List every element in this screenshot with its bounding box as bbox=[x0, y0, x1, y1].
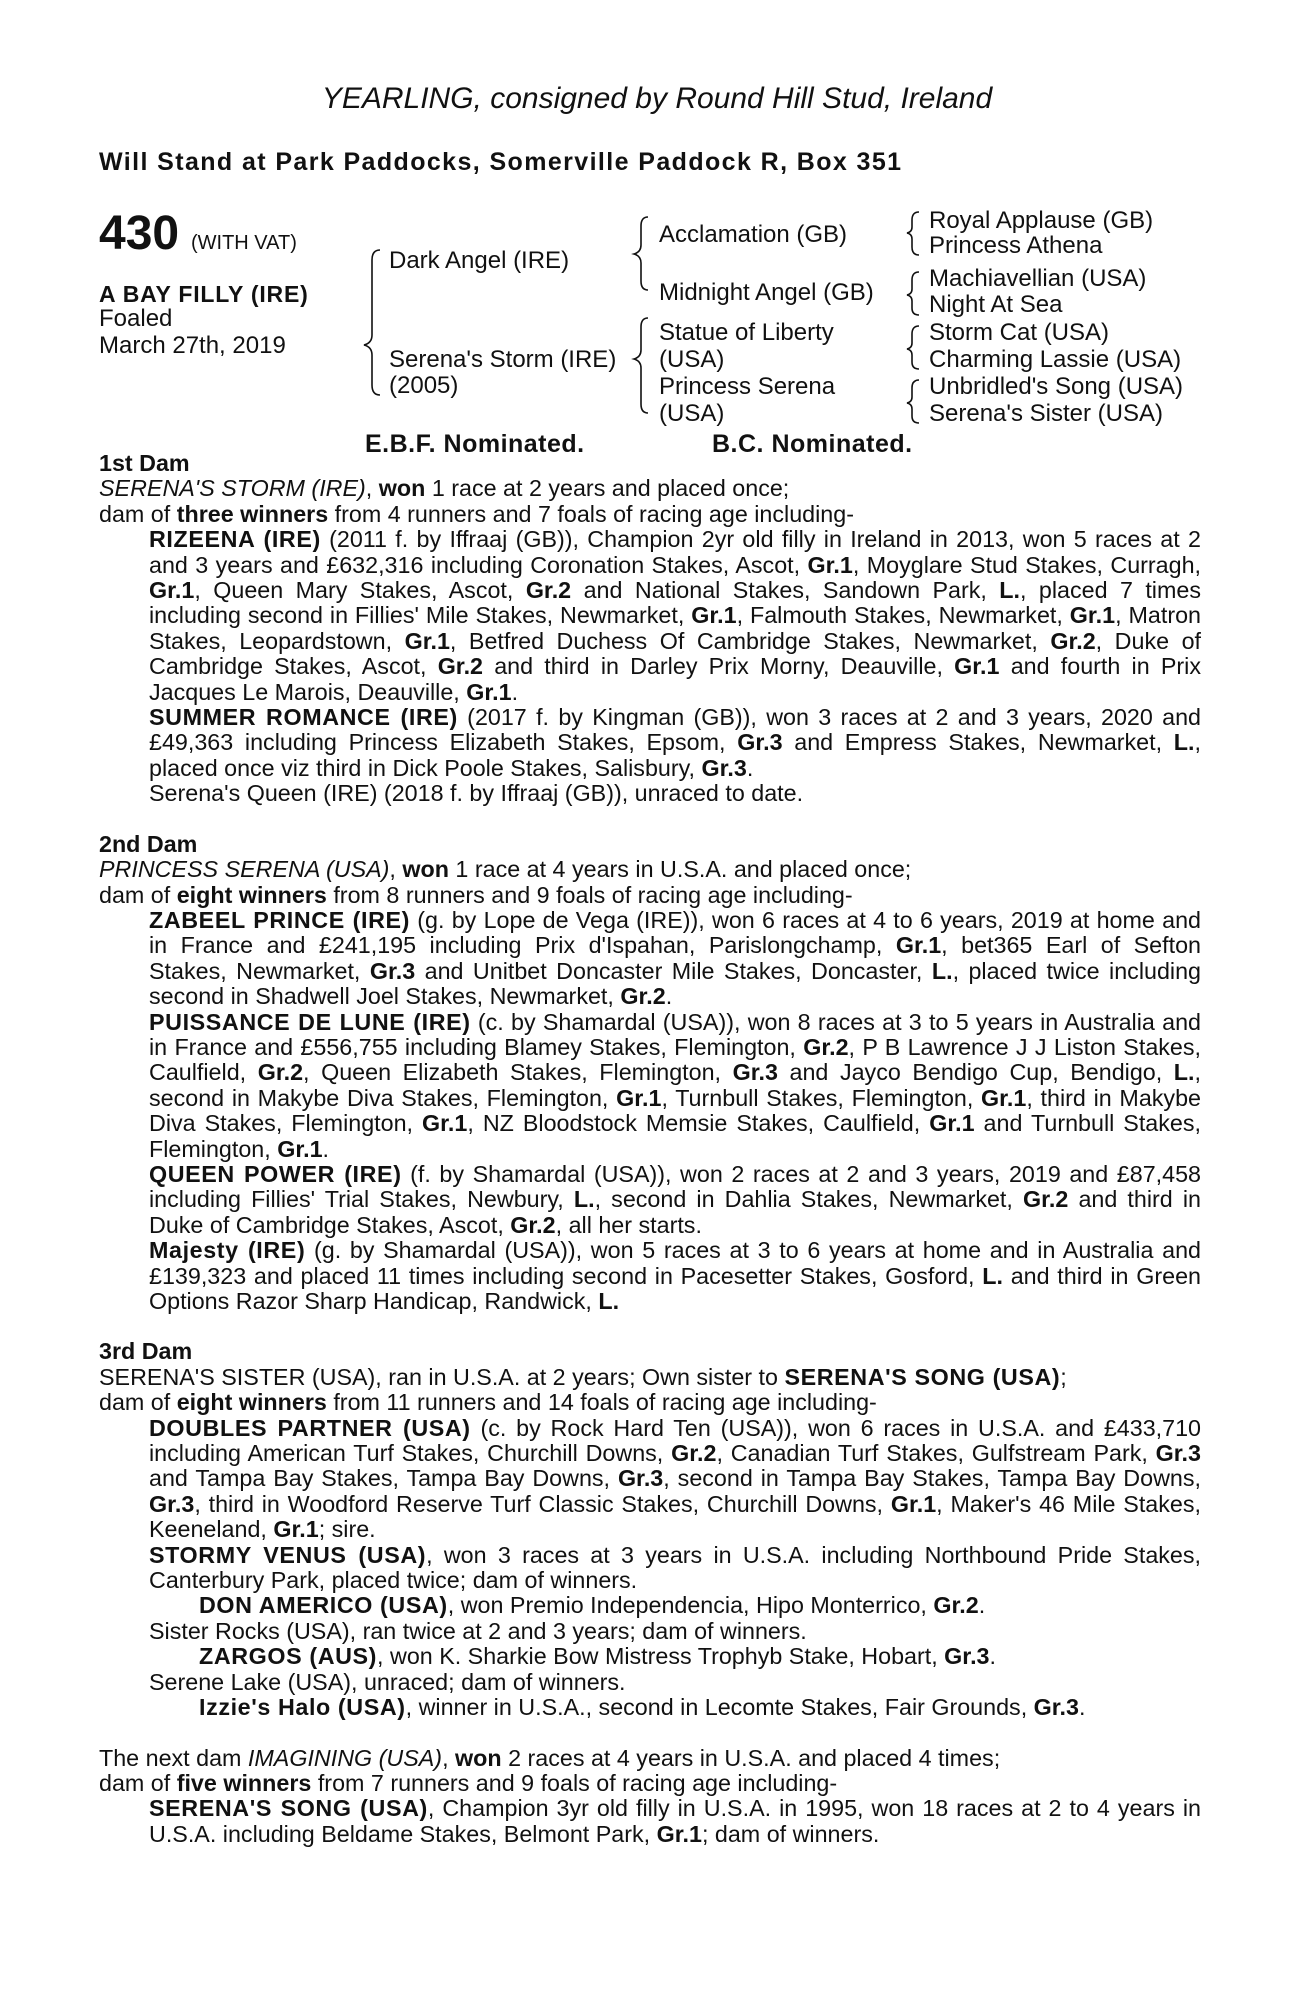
consignment-line: YEARLING, consigned by Round Hill Stud, Ireland bbox=[321, 82, 993, 115]
third-dam-produce-summary: dam of eight winners from 11 runners and 14 foals of racing age including- bbox=[99, 1389, 877, 1416]
foaled-label: Foaled bbox=[99, 305, 173, 332]
sire-name: Dark Angel (IRE) bbox=[389, 247, 570, 274]
dd-dam: Serena's Sister (USA) bbox=[929, 400, 1163, 427]
foaled-date: March 27th, 2019 bbox=[99, 332, 286, 359]
dam-dam-l1: Princess Serena bbox=[659, 373, 836, 400]
produce-entry: Sister Rocks (USA), ran twice at 2 and 3 years; dam of winners. bbox=[149, 1617, 807, 1644]
lot-number: 430 bbox=[99, 207, 180, 260]
produce-entry: DON AMERICO (USA), won Premio Independencia, Hipo Monterrico, Gr.2. bbox=[199, 1592, 986, 1619]
dam-dam-l2: (USA) bbox=[659, 400, 725, 427]
produce-entry: PUISSANCE DE LUNE (IRE) (c. by Shamardal (USA)), won 8 races at 3 to 5 years in Australia and in France and £556,755 including Blamey Stakes, Flemington, Gr.2, P B Lawrence J J Liston Stakes, Caulfield, Gr.2, Queen Elizabeth Stakes, Flemington, Gr.3 and Jayco Bendigo Cup, Bendigo, L., second in Makybe Diva Stakes, Flemington, Gr.1, Turnbull Stakes, Flemington, Gr.1, third in Makybe Diva Stakes, Flemington, Gr.1, NZ Bloodstock Memsie Stakes, Caulfield, Gr.1 and Turnbull Stakes, Flemington, Gr.1. bbox=[149, 1008, 1202, 1162]
ss-sire: Royal Applause (GB) bbox=[929, 207, 1154, 234]
third-dam-heading: 3rd Dam bbox=[99, 1338, 193, 1365]
ds-sire: Storm Cat (USA) bbox=[929, 319, 1110, 346]
dam-sire-l2: (USA) bbox=[659, 346, 725, 373]
produce-entry: ZABEEL PRINCE (IRE) (g. by Lope de Vega (IRE)), won 6 races at 4 to 6 years, 2019 at home and in France and £241,195 including Prix d'Ispahan, Parislongchamp, Gr.1, bet365 Earl of Sefton Stakes, Newmarket, Gr.3 and Unitbet Doncaster Mile Stakes, Doncaster, L., placed twice including second in Shadwell Joel Stakes, Newmarket, Gr.2. bbox=[149, 906, 1202, 1010]
produce-entry: SUMMER ROMANCE (IRE) (2017 f. by Kingman (GB)), won 3 races at 2 and 3 years, 2020 and £49,363 including Princess Elizabeth Stakes, Epsom, Gr.3 and Empress Stakes, Newmarket, L., placed once viz third in Dick Poole Stakes, Salisbury, Gr.3. bbox=[149, 704, 1201, 781]
produce-entry: RIZEENA (IRE) (2011 f. by Iffraaj (GB)), Champion 2yr old filly in Ireland in 2013, won 5 races at 2 and 3 years and £632,316 including Coronation Stakes, Ascot, Gr.1, Moyglare Stud Stakes, Curragh, Gr.1, Queen Mary Stakes, Ascot, Gr.2 and National Stakes, Sandown Park, L., placed 7 times including second in Fillies' Mile Stakes, Newmarket, Gr.1, Falmouth Stakes, Newmarket, Gr.1, Matron Stakes, Leopardstown, Gr.1, Betfred Duchess Of Cambridge Stakes, Newmarket, Gr.2, Duke of Cambridge Stakes, Ascot, Gr.2 and third in Darley Prix Morny, Deauville, Gr.1 and fourth in Prix Jacques Le Marois, Deauville, Gr.1. bbox=[149, 526, 1202, 705]
produce-entry: ZARGOS (AUS), won K. Sharkie Bow Mistress Trophyb Stake, Hobart, Gr.3. bbox=[199, 1643, 996, 1670]
next-dam-intro: The next dam IMAGINING (USA), won 2 races at 4 years in U.S.A. and placed 4 times; bbox=[99, 1744, 1001, 1771]
vat-note: (WITH VAT) bbox=[191, 232, 297, 254]
produce-entry: SERENA'S SONG (USA), Champion 3yr old filly in U.S.A. in 1995, won 18 races at 2 to 4 years in U.S.A. including Beldame Stakes, Belmont Park, Gr.1; dam of winners. bbox=[149, 1795, 1201, 1847]
produce-entry: Izzie's Halo (USA), winner in U.S.A., second in Lecomte Stakes, Fair Grounds, Gr.3. bbox=[199, 1694, 1086, 1721]
ss-dam: Princess Athena bbox=[929, 232, 1103, 259]
ebf-nomination: E.B.F. Nominated. bbox=[365, 430, 585, 458]
first-dam-intro: SERENA'S STORM (IRE), won 1 race at 2 years and placed once; bbox=[99, 475, 790, 502]
sd-sire: Machiavellian (USA) bbox=[929, 265, 1147, 292]
produce-entry: STORMY VENUS (USA), won 3 races at 3 years in U.S.A. including Northbound Pride Stakes, Canterbury Park, placed twice; dam of winners. bbox=[149, 1541, 1201, 1594]
next-dam-produce-summary: dam of five winners from 7 runners and 9 foals of racing age including- bbox=[99, 1769, 838, 1796]
sire-sire: Acclamation (GB) bbox=[659, 221, 848, 248]
first-dam-heading: 1st Dam bbox=[99, 450, 190, 476]
produce-entry: DOUBLES PARTNER (USA) (c. by Rock Hard Ten (USA)), won 6 races in U.S.A. and £433,710 including American Turf Stakes, Churchill Downs, Gr.2, Canadian Turf Stakes, Gulfstream Park, Gr.3 and Tampa Bay Stakes, Tampa Bay Downs, Gr.3, second in Tampa Bay Stakes, Tampa Bay Downs, Gr.3, third in Woodford Reserve Turf Classic Stakes, Churchill Downs, Gr.1, Maker's 46 Mile Stakes, Keeneland, Gr.1; sire. bbox=[149, 1414, 1201, 1543]
produce-entry: Majesty (IRE) (g. by Shamardal (USA)), won 5 races at 3 to 6 years at home and in Australia and £139,323 and placed 11 times including second in Pacesetter Stakes, Gosford, L. and third in Green Options Razor Sharp Handicap, Randwick, L. bbox=[149, 1237, 1201, 1314]
stand-location: Will Stand at Park Paddocks, Somerville Paddock R, Box 351 bbox=[99, 148, 903, 176]
family-history bbox=[99, 451, 1201, 1847]
first-dam-produce-summary: dam of three winners from 4 runners and 7 foals of racing age including- bbox=[99, 500, 854, 527]
produce-entry: Serena's Queen (IRE) (2018 f. by Iffraaj (GB)), unraced to date. bbox=[149, 780, 804, 807]
produce-entry: QUEEN POWER (IRE) (f. by Shamardal (USA)), won 2 races at 2 and 3 years, 2019 and £87,458 including Fillies' Trial Stakes, Newbury, L., second in Dahlia Stakes, Newmarket, Gr.2 and third in Duke of Cambridge Stakes, Ascot, Gr.2, all her starts. bbox=[149, 1160, 1201, 1238]
second-dam-heading: 2nd Dam bbox=[99, 830, 198, 857]
dd-sire: Unbridled's Song (USA) bbox=[929, 373, 1184, 400]
sire-dam: Midnight Angel (GB) bbox=[659, 279, 874, 306]
horse-description: A BAY FILLY (IRE) bbox=[99, 281, 309, 307]
produce-entry: Serene Lake (USA), unraced; dam of winners. bbox=[149, 1668, 626, 1695]
bc-nomination: B.C. Nominated. bbox=[712, 430, 913, 458]
sd-dam: Night At Sea bbox=[929, 291, 1063, 318]
second-dam-produce-summary: dam of eight winners from 8 runners and 9 foals of racing age including- bbox=[99, 881, 853, 908]
dam-year: (2005) bbox=[389, 372, 459, 399]
ds-dam: Charming Lassie (USA) bbox=[929, 346, 1182, 373]
second-dam-intro: PRINCESS SERENA (USA), won 1 race at 4 years in U.S.A. and placed once; bbox=[99, 856, 912, 883]
dam-sire-l1: Statue of Liberty bbox=[659, 319, 834, 346]
dam-name: Serena's Storm (IRE) bbox=[389, 346, 617, 373]
third-dam-intro: SERENA'S SISTER (USA), ran in U.S.A. at 2 years; Own sister to SERENA'S SONG (USA); bbox=[99, 1363, 1067, 1390]
